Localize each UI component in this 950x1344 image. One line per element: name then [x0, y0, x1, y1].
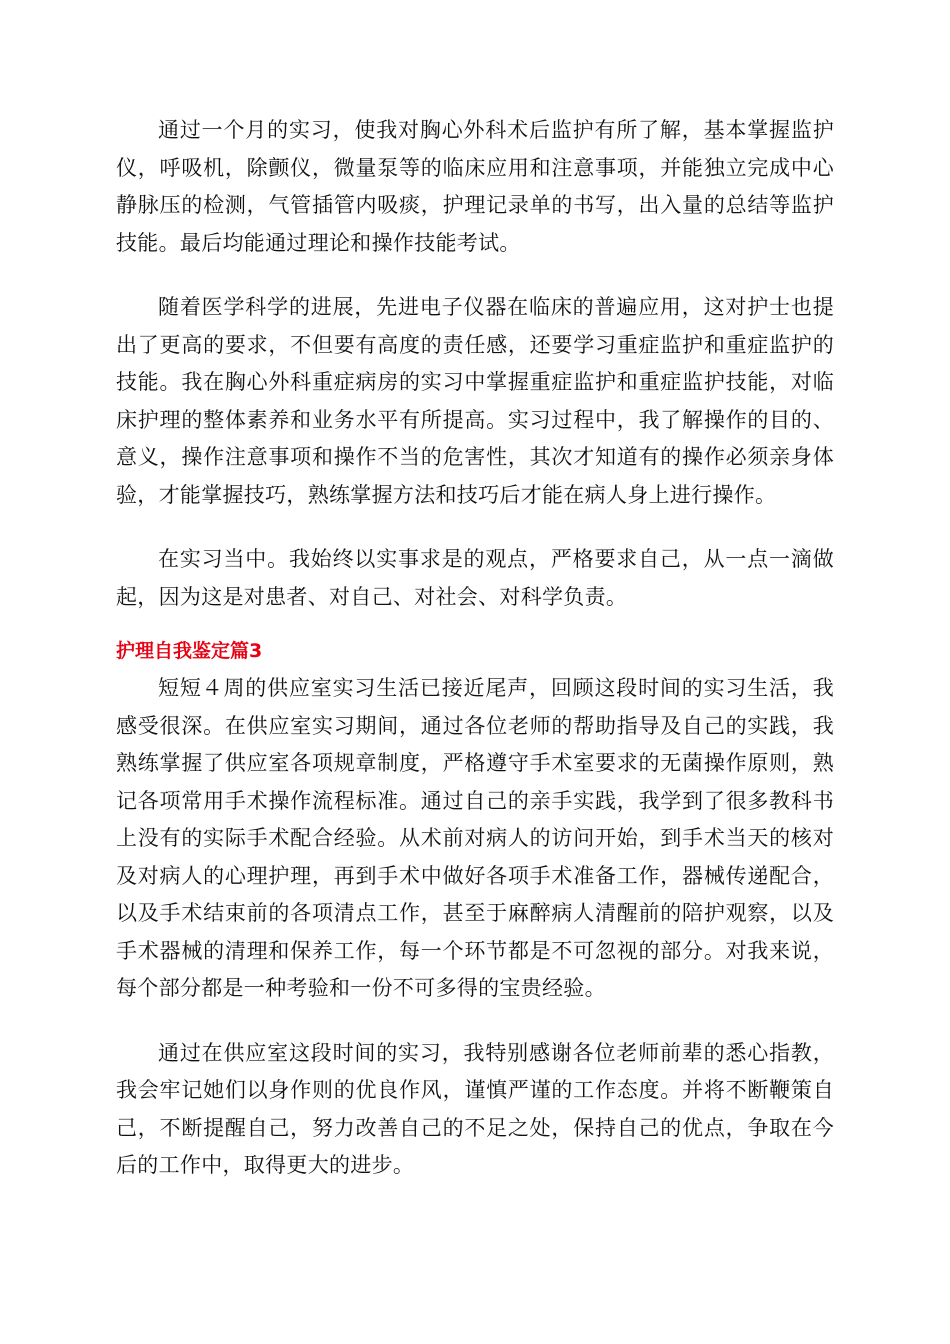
paragraph-supply-room-internship: 短短４周的供应室实习生活已接近尾声，回顾这段时间的实习生活，我感受很深。在供应室实习期间，通过各位老师的帮助指导及自己的实践，我熟练掌握了供应室各项规章制度，严格遵守手术室要求的无菌操作原则，熟记各项常用手术操作流程标准。通过自己的亲手实践，我学到了很多教科书上没有的实际手术配合经验。从术前对病人的访问开始，到手术当天的核对及对病人的心理护理，再到手术中做好各项手术准备工作，器械传递配合，以及手术结束前的各项清点工作，甚至于麻醉病人清醒前的陪护观察，以及手术器械的清理和保养工作，每一个环节都是不可忽视的部分。对我来说，每个部分都是一种考验和一份不可多得的宝贵经验。 — [116, 676, 834, 1000]
paragraph-practical-attitude: 在实习当中。我始终以实事求是的观点，严格要求自己，从一点一滴做起，因为这是对患者、对自己、对社会、对科学负责。 — [116, 547, 834, 609]
document-body — [116, 112, 834, 1185]
paragraph-medical-progress: 随着医学科学的进展，先进电子仪器在临床的普遍应用，这对护士也提出了更高的要求，不但要有高度的责任感，还要学习重症监护和重症监护的技能。我在胸心外科重症病房的实习中掌握重症监护和重症监护技能，对临床护理的整体素养和业务水平有所提高。实习过程中，我了解操作的目的、意义，操作注意事项和操作不当的危害性，其次才知道有的操作必须亲身体验，才能掌握技巧，熟练掌握方法和技巧后才能在病人身上进行操作。 — [116, 295, 834, 507]
paragraph-gratitude: 通过在供应室这段时间的实习，我特别感谢各位老师前辈的悉心指教，我会牢记她们以身作则的优良作风，谨慎严谨的工作态度。并将不断鞭策自己，不断提醒自己，努力改善自己的不足之处，保持自己的优点，争取在今后的工作中，取得更大的进步。 — [116, 1040, 834, 1177]
paragraph-monitoring-skills: 通过一个月的实习，使我对胸心外科术后监护有所了解，基本掌握监护仪，呼吸机，除颤仪，微量泵等的临床应用和注意事项，并能独立完成中心静脉压的检测，气管插管内吸痰，护理记录单的书写，出入量的总结等监护技能。最后均能通过理论和操作技能考试。 — [116, 118, 834, 255]
section-heading: 护理自我鉴定篇3 — [116, 640, 263, 662]
